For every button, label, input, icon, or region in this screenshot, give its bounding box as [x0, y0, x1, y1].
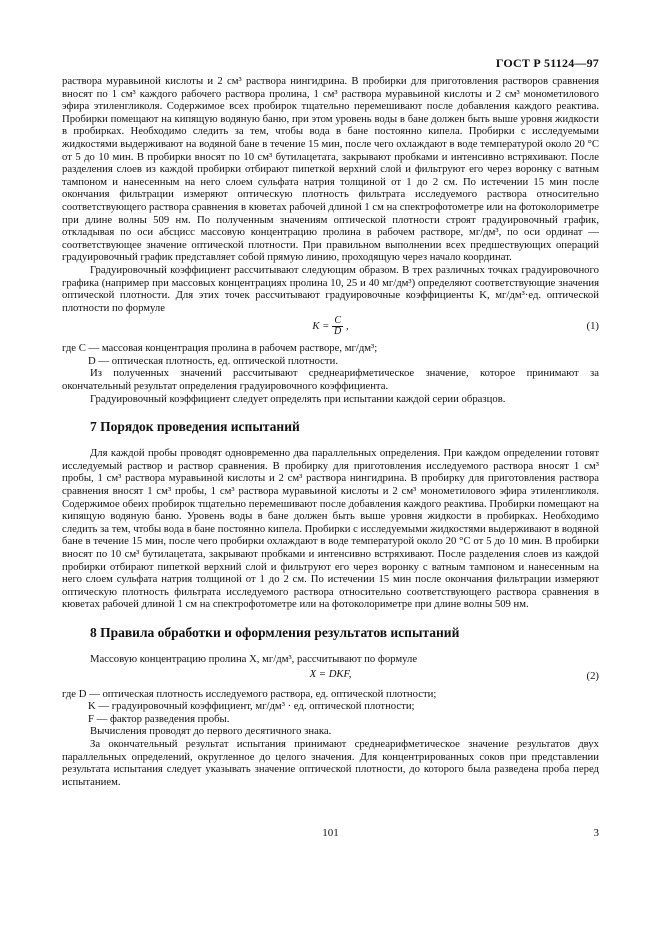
formula-1-fraction — [332, 316, 343, 337]
formula-2-number: (2) — [586, 669, 599, 682]
legend-2-item: K — градуировочный коэффициент, мг/дм³ · ед. оптической плотности; — [88, 700, 415, 713]
formula-1 — [62, 316, 599, 340]
legend-2-item: где D — оптическая плотность исследуемого раствора, ед. оптической плотности; — [62, 687, 437, 700]
section-8-paragraph: Вычисления проводят до первого десятичного знака. — [90, 725, 332, 738]
formula-1-tail: , — [345, 320, 349, 333]
section-8-title: 8 Правила обработки и оформления результатов испытаний — [90, 624, 460, 640]
legend-1-item: где C — массовая концентрация пролина в рабочем растворе, мг/дм³; — [62, 342, 378, 355]
formula-2-expression: X = DKF, — [309, 667, 352, 680]
page-number-center: 101 — [322, 827, 339, 839]
legend-1-item: D — оптическая плотность, ед. оптической плотности. — [88, 354, 338, 367]
formula-2-legend — [62, 688, 599, 726]
after-formula-1-paragraph: Из полученных значений рассчитывают среднеарифметическое значение, которое принимают за окончательный результат определения градуировочного коэффициента. — [62, 367, 599, 393]
formula-1-lhs: K = — [312, 320, 330, 333]
legend-2-item: F — фактор разведения пробы. — [88, 712, 230, 725]
intro-paragraph-1: раствора муравьиной кислоты и 2 см³ раствора нингидрина. В пробирки для приготовления растворов сравнения вносят по 1 см³ каждого рабочего раствора пролина, 1 см³ раствора муравьиной кислоты и 2 см³ монометилового эфира этиленгликоля. Содержимое всех пробирок тщательно перемешивают после добавления каждого реактива. Пробирки помещают на кипящую водяную баню, при этом уровень воды в бане должен быть выше уровня жидкости в пробирках. Необходимо следить за тем, чтобы вода в бане постоянно кипела. Пробирки с исследуемыми жидкостями выдерживают на водяной бане в течение 15 мин, после чего охлаждают в воде температурой около 20 °С от 5 до 10 мин. В пробирки вносят по 10 см³ бутилацетата, закрывают пробками и интенсивно встряхивают. После разделения слоев из каждой пробирки отбирают пипеткой верхний слой и фильтруют его через воронку с ватным тампоном и нанесенным на него слоем сульфата натрия толщиной от 1 до 2 см. По истечении 15 мин после окончания фильтрации измеряют оптическую плотность фильтрата исследуемого раствора относительно соответствующего раствора сравнения в кюветах рабочей длиной 1 см на спектрофотометре или на фотоколориметре при длине волны 509 нм. По полученным значениям оптической плотности строят градуировочный график, откладывая по оси абсцисс массовую концентрацию пролина в рабочем растворе, мг/дм³, по оси ординат — соответствующее значение оптической плотности. При правильном выполнении всех предшествующих операций градуировочный график представляет собой прямую линию, проходящую через начало координат. — [62, 75, 599, 264]
formula-1-denominator: D — [334, 326, 342, 338]
section-8-intro: Массовую концентрацию пролина X, мг/дм³, рассчитывают по формуле — [90, 652, 418, 665]
formula-2 — [62, 668, 599, 686]
section-8-paragraph: За окончательный результат испытания принимают среднеарифметическое значение результатов двух параллельных определений, округленное до целого значения. Для концентрированных соков при представлении результата испытания следует указывать значение оптической плотности, до которого была разведена проба перед испытанием. — [62, 737, 599, 788]
standard-header: ГОСТ Р 51124—97 — [495, 56, 599, 70]
formula-1-number: (1) — [586, 320, 599, 333]
section-7-text: Для каждой пробы проводят одновременно два параллельных определения. При каждом определении готовят исследуемый раствор и раствор сравнения. В пробирку для приготовления исследуемого раствора вносят 1 см³ пробы, 1 см³ раствора муравьиной кислоты и 2 см³ раствора нингидрина. В пробирку для приготовления раствора сравнения вносят 1 см³ пробы, 1 см³ раствора муравьиной кислоты и 2 см³ монометилового эфира этиленгликоля. Содержимое обеих пробирок тщательно перемешивают после добавления каждого реактива. Пробирки помещают на кипящую водяную баню. Уровень воды в бане должен быть выше уровня жидкости в пробирках. Необходимо следить за тем, чтобы вода в бане постоянно кипела. Пробирки с исследуемыми жидкостями выдерживают в водяной бане в течение 15 мин, после чего пробирки охлаждают в воде температурой около 20 °С от 5 до 10 мин. В пробирки вносят по 10 см³ бутилацетата, закрывают пробками и интенсивно встряхивают. После разделения слоев из каждой пробирки отбирают пипеткой верхний слой и фильтруют его через воронку с ватным тампоном и нанесенным на него слоем сульфата натрия толщиной от 1 до 2 см. По истечении 15 мин после окончания фильтрации измеряют оптическую плотность фильтрата исследуемого раствора относительно соответствующего раствора сравнения в кюветах рабочей длиной 1 см на спектрофотометре или на фотоколориметре при длине волны 509 нм. — [62, 447, 599, 611]
page-number-right: 3 — [593, 827, 599, 839]
formula-1-numerator: C — [332, 316, 343, 327]
section-7-title: 7 Порядок проведения испытаний — [90, 419, 300, 435]
after-formula-1-paragraph: Градуировочный коэффициент следует определять при испытании каждой серии образцов. — [90, 392, 506, 405]
document-body — [62, 75, 599, 788]
formula-1-legend — [62, 342, 599, 367]
intro-paragraph-2: Градуировочный коэффициент рассчитывают следующим образом. В трех различных точках градуировочного графика (например при массовых концентрациях пролина 10, 25 и 40 мг/дм³) определяют соответствующие значения оптической плотности. Для этих точек рассчитывают градуировочные коэффициенты K, мг/дм³·ед. оптической плотности по формуле — [62, 263, 599, 314]
